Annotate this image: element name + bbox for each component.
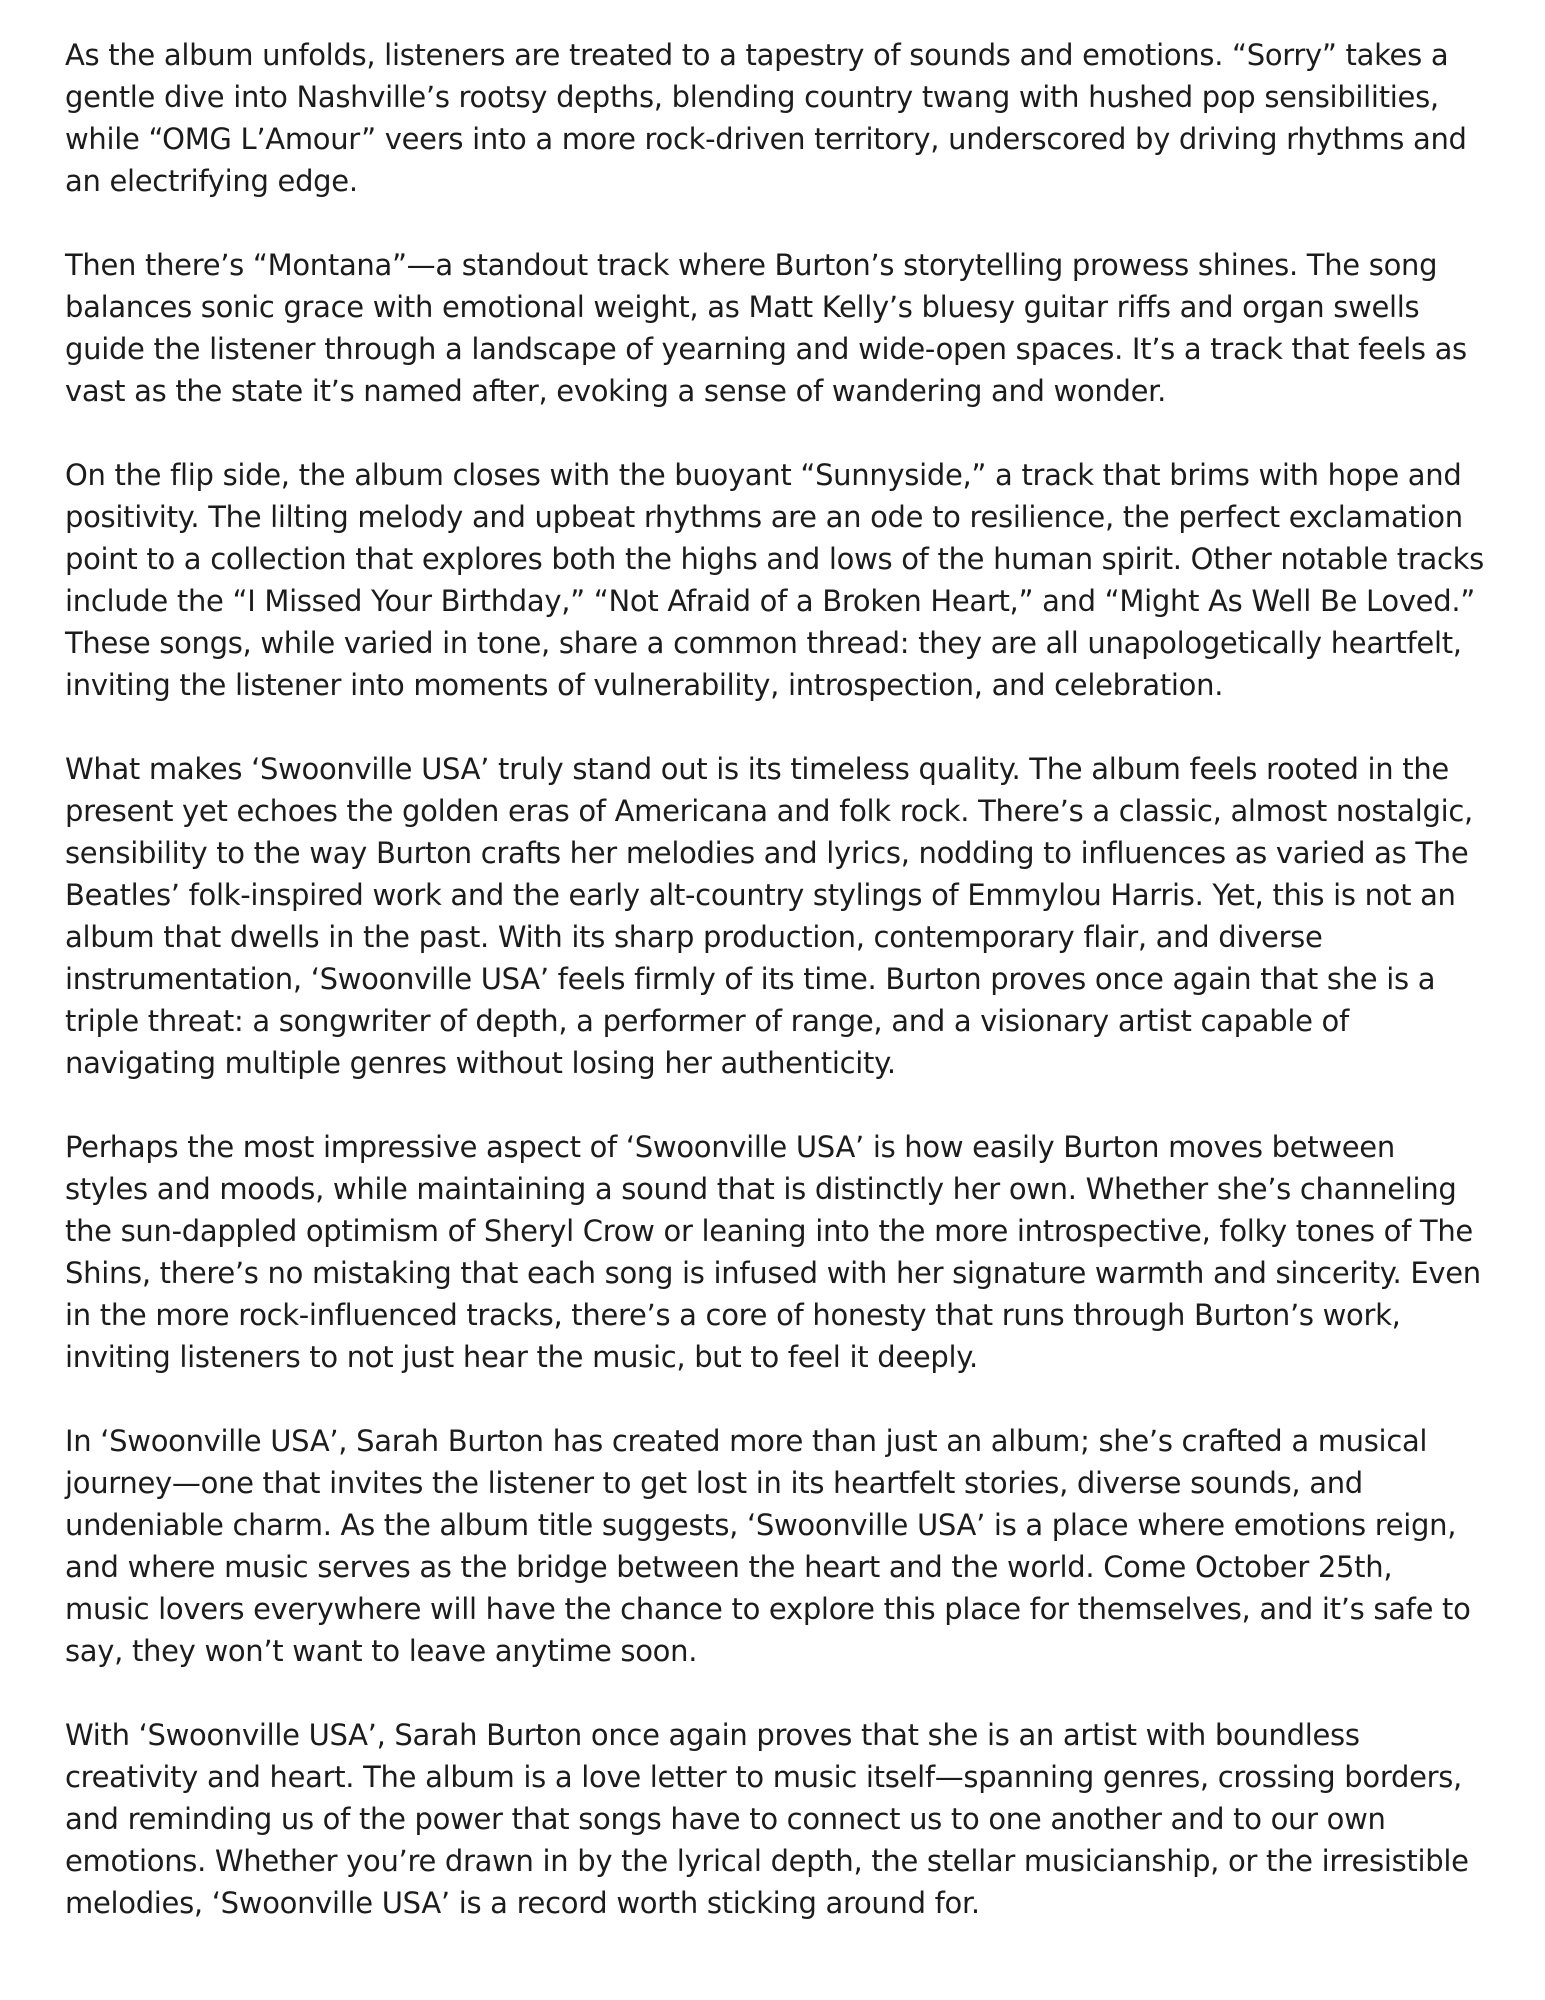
paragraph-montana: Then there’s “Montana”—a standout track where Burton’s storytelling prowess shines. The song balances sonic grace with emotional weight, as Matt Kelly’s bluesy guitar riffs and organ swells guide the listener through a landscape of yearning and wide-open spaces. It’s a track that feels as vast as the state it’s named after, evoking a sense of wandering and wonder.	[65, 248, 1467, 408]
paragraph-styles-and-moods: Perhaps the most impressive aspect of ‘Swoonville USA’ is how easily Burton moves between styles and moods, while maintaining a sound that is distinctly her own. Whether she’s channeling the sun-dappled optimism of Sheryl Crow or leaning into the more introspective, folky tones of The Shins, there’s no mistaking that each song is infused with her signature warmth and sincerity. Even in the more rock-influenced tracks, there’s a core of honesty that runs through Burton’s work, inviting listeners to not just hear the music, but to feel it deeply.	[65, 1130, 1481, 1374]
article-body	[65, 34, 1485, 1966]
paragraph-conclusion: With ‘Swoonville USA’, Sarah Burton once again proves that she is an artist with boundless creativity and heart. The album is a love letter to music itself—spanning genres, crossing borders, and reminding us of the power that songs have to connect us to one another and to our own emotions. Whether you’re drawn in by the lyrical depth, the stellar musicianship, or the irresistible melodies, ‘Swoonville USA’ is a record worth sticking around for.	[65, 1718, 1469, 1920]
paragraph-sunnyside: On the flip side, the album closes with the buoyant “Sunnyside,” a track that brims with hope and positivity. The lilting melody and upbeat rhythms are an ode to resilience, the perfect exclamation point to a collection that explores both the highs and lows of the human spirit. Other notable tracks include the “I Missed Your Birthday,” “Not Afraid of a Broken Heart,” and “Might As Well Be Loved.” These songs, while varied in tone, share a common thread: they are all unapologetically heartfelt, inviting the listener into moments of vulnerability, introspection, and celebration.	[65, 458, 1484, 702]
paragraph-timeless-quality: What makes ‘Swoonville USA’ truly stand out is its timeless quality. The album feels rooted in the present yet echoes the golden eras of Americana and folk rock. There’s a classic, almost nostalgic, sensibility to the way Burton crafts her melodies and lyrics, nodding to influences as varied as The Beatles’ folk-inspired work and the early alt-country stylings of Emmylou Harris. Yet, this is not an album that dwells in the past. With its sharp production, contemporary flair, and diverse instrumentation, ‘Swoonville USA’ feels firmly of its time. Burton proves once again that she is a triple threat: a songwriter of depth, a performer of range, and a visionary artist capable of navigating multiple genres without losing her authenticity.	[65, 752, 1473, 1080]
paragraph-musical-journey: In ‘Swoonville USA’, Sarah Burton has created more than just an album; she’s crafted a musical journey—one that invites the listener to get lost in its heartfelt stories, diverse sounds, and undeniable charm. As the album title suggests, ‘Swoonville USA’ is a place where emotions reign, and where music serves as the bridge between the heart and the world. Come October 25th, music lovers everywhere will have the chance to explore this place for themselves, and it’s safe to say, they won’t want to leave anytime soon.	[65, 1424, 1471, 1668]
paragraph-album-unfolds: As the album unfolds, listeners are treated to a tapestry of sounds and emotions. “Sorry” takes a gentle dive into Nashville’s rootsy depths, blending country twang with hushed pop sensibilities, while “OMG L’Amour” veers into a more rock-driven territory, underscored by driving rhythms and an electrifying edge.	[65, 38, 1467, 198]
